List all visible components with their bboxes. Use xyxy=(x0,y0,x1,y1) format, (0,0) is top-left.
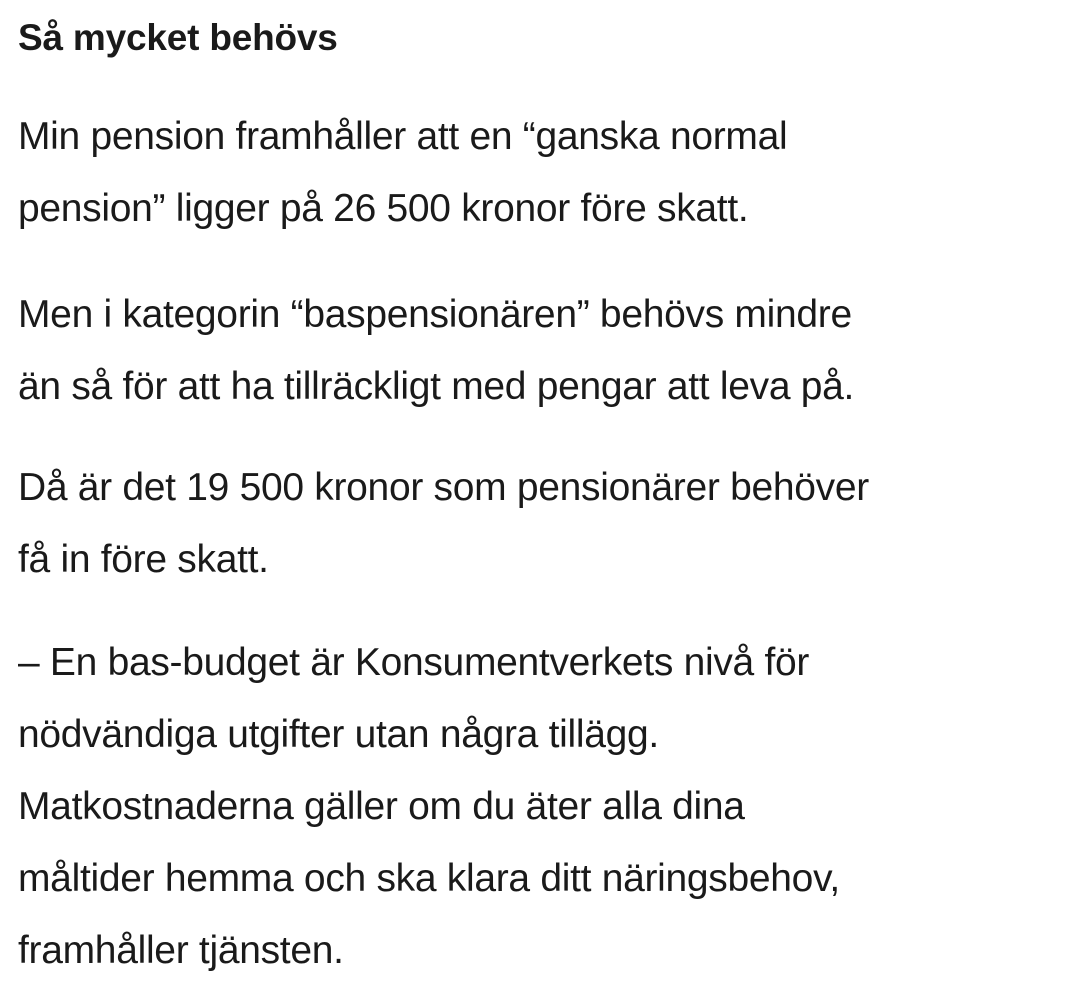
paragraph-line: måltider hemma och ska klara ditt näringsbehov, xyxy=(18,857,840,900)
paragraph-line: Då är det 19 500 kronor som pensionärer behöver xyxy=(18,466,869,509)
paragraph-line: – En bas-budget är Konsumentverkets nivå för xyxy=(18,641,810,684)
paragraph-line: Men i kategorin “baspensionären” behövs mindre xyxy=(18,293,852,336)
paragraph-line: Matkostnaderna gäller om du äter alla dina xyxy=(18,785,745,828)
paragraph-line: pension” ligger på 26 500 kronor före skatt. xyxy=(18,187,749,230)
paragraph-normal-pension xyxy=(18,101,1048,245)
paragraph-line: än så för att ha tillräckligt med pengar att leva på. xyxy=(18,365,855,408)
paragraph-base-pensioner xyxy=(18,279,1048,423)
paragraph-line: Min pension framhåller att en “ganska normal xyxy=(18,115,788,158)
paragraph-line: få in före skatt. xyxy=(18,538,269,581)
paragraph-required-amount xyxy=(18,452,1048,596)
section-heading: Så mycket behövs xyxy=(18,17,338,58)
paragraph-line: framhåller tjänsten. xyxy=(18,929,344,972)
paragraph-line: nödvändiga utgifter utan några tillägg. xyxy=(18,713,659,756)
paragraph-quote-base-budget xyxy=(18,627,1048,987)
